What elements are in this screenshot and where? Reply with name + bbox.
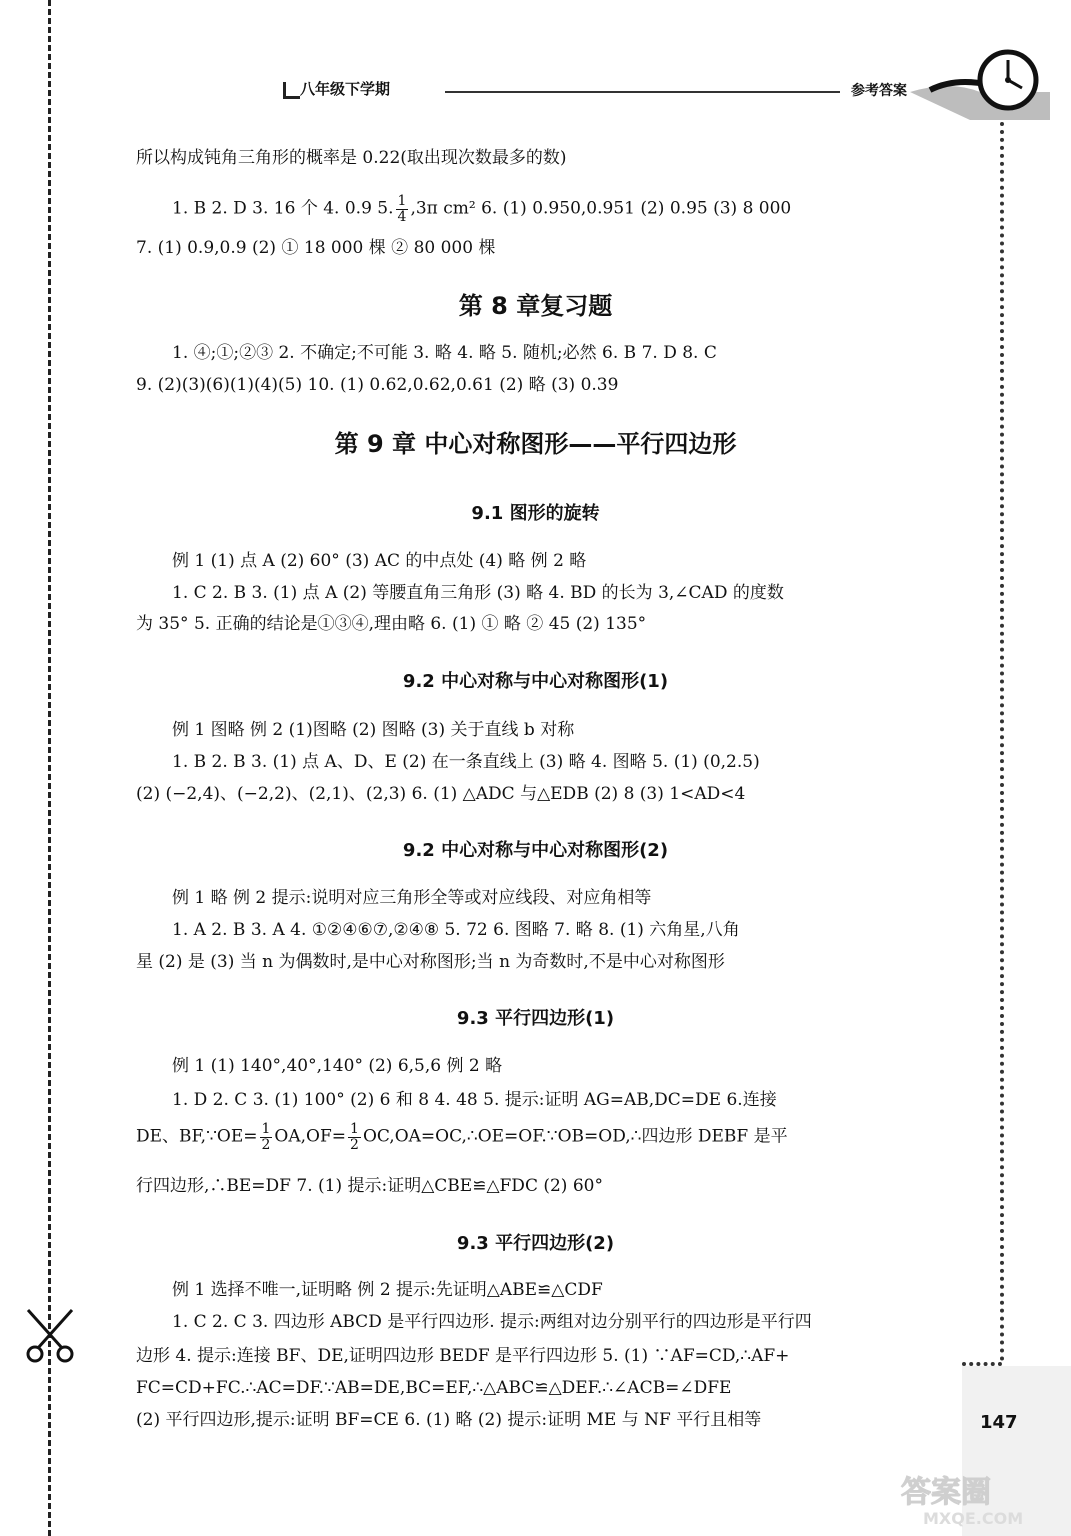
page-number: 147: [980, 1412, 1018, 1433]
text-line: [136, 1122, 936, 1152]
chapter-title: 第 8 章复习题: [458, 292, 613, 320]
text-line: 例 1 (1) 140°,40°,140° (2) 6,5,6 例 2 略: [172, 1056, 503, 1076]
watermark-logo: [895, 1468, 1065, 1528]
text-line: 为 35° 5. 正确的结论是①③④,理由略 6. (1) ① 略 ② 45 (2) 135°: [136, 614, 647, 634]
text-line: 边形 4. 提示:连接 BF、DE,证明四边形 BEDF 是平行四边形 5. (1) ∵AF=CD,∴AF+: [136, 1346, 790, 1366]
text-line: (2) 平行四边形,提示:证明 BF=CE 6. (1) 略 (2) 提示:证明 ME 与 NF 平行且相等: [136, 1410, 762, 1430]
text-segment: DE、BF,∵OE=: [136, 1126, 258, 1147]
text-line: 1. C 2. B 3. (1) 点 A (2) 等腰直角三角形 (3) 略 4. BD 的长为 3,∠CAD 的度数: [172, 583, 784, 603]
text-line: 例 1 选择不唯一,证明略 例 2 提示:先证明△ABE≌△CDF: [172, 1280, 603, 1300]
fraction: [348, 1122, 361, 1152]
fraction: [396, 194, 409, 224]
text-segment: OA,OF=: [274, 1126, 347, 1147]
text-line: 1. ④;①;②③ 2. 不确定;不可能 3. 略 4. 略 5. 随机;必然 6. B 7. D 8. C: [172, 343, 717, 363]
text-line: 例 1 图略 例 2 (1)图略 (2) 图略 (3) 关于直线 b 对称: [172, 720, 575, 740]
fraction-denominator: 4: [397, 208, 407, 225]
watermark-line2: MXQE.COM: [923, 1509, 1024, 1528]
header-rule: [445, 91, 840, 93]
text-line: 1. D 2. C 3. (1) 100° (2) 6 和 8 4. 48 5. 提示:证明 AG=AB,DC=DE 6.连接: [172, 1090, 777, 1110]
clock-icon: [910, 40, 1055, 120]
text-line: 所以构成钝角三角形的概率是 0.22(取出现次数最多的数): [136, 148, 567, 168]
text-line: FC=CD+FC.∴AC=DF.∵AB=DE,BC=EF,∴△ABC≌△DEF.∴∠ACB=∠DFE: [136, 1378, 732, 1398]
section-title: 9.3 平行四边形(1): [456, 1008, 615, 1029]
text-line: 例 1 略 例 2 提示:说明对应三角形全等或对应线段、对应角相等: [172, 888, 652, 908]
text-line: 行四边形,∴BE=DF 7. (1) 提示:证明△CBE≌△FDC (2) 60°: [136, 1176, 603, 1196]
text-line: [172, 194, 972, 224]
fraction-denominator: 2: [350, 1136, 359, 1153]
fraction-numerator: 1: [261, 1121, 271, 1137]
text-segment: 1. B 2. D 3. 16 个 4. 0.9 5.: [172, 198, 394, 219]
fraction-numerator: 1: [397, 193, 407, 209]
watermark-line1: 答案圈: [901, 1475, 991, 1510]
text-line: 9. (2)(3)(6)(1)(4)(5) 10. (1) 0.62,0.62,0.61 (2) 略 (3) 0.39: [136, 375, 619, 395]
text-line: (2) (−2,4)、(−2,2)、(2,1)、(2,3) 6. (1) △ADC 与△EDB (2) 8 (3) 1<AD<4: [136, 784, 746, 804]
section-title: 9.3 平行四边形(2): [456, 1233, 615, 1254]
fraction-denominator: 2: [261, 1136, 271, 1153]
text-segment: ,3π cm² 6. (1) 0.950,0.951 (2) 0.95 (3) 8 000: [410, 198, 792, 219]
scissors-icon: [22, 1306, 78, 1364]
header-mark: [283, 82, 300, 99]
fraction: [260, 1122, 273, 1152]
text-line: 7. (1) 0.9,0.9 (2) ① 18 000 棵 ② 80 000 棵: [136, 238, 496, 258]
section-title: 9.2 中心对称与中心对称图形(2): [402, 840, 669, 861]
text-line: 1. C 2. C 3. 四边形 ABCD 是平行四边形. 提示:两组对边分别平行的四边形是平行四: [172, 1312, 812, 1332]
header-answers-label: 参考答案: [851, 83, 907, 99]
text-segment: OC,OA=OC,∴OE=OF.∵OB=OD,∴四边形 DEBF 是平: [362, 1126, 788, 1147]
section-title: 9.1 图形的旋转: [471, 503, 600, 524]
text-line: 1. B 2. B 3. (1) 点 A、D、E (2) 在一条直线上 (3) 略 4. 图略 5. (1) (0,2.5): [172, 752, 760, 772]
chapter-title: 第 9 章 中心对称图形——平行四边形: [334, 430, 737, 458]
text-line: 例 1 (1) 点 A (2) 60° (3) AC 的中点处 (4) 略 例 2 略: [172, 551, 587, 571]
text-line: 1. A 2. B 3. A 4. ①②④⑥⑦,②④⑧ 5. 72 6. 图略 7. 略 8. (1) 六角星,八角: [172, 920, 740, 940]
fraction-numerator: 1: [350, 1121, 359, 1137]
text-line: 星 (2) 是 (3) 当 n 为偶数时,是中心对称图形;当 n 为奇数时,不是中心对称图形: [136, 952, 725, 972]
header-grade: 八年级下学期: [300, 80, 391, 98]
section-title: 9.2 中心对称与中心对称图形(1): [402, 671, 669, 692]
